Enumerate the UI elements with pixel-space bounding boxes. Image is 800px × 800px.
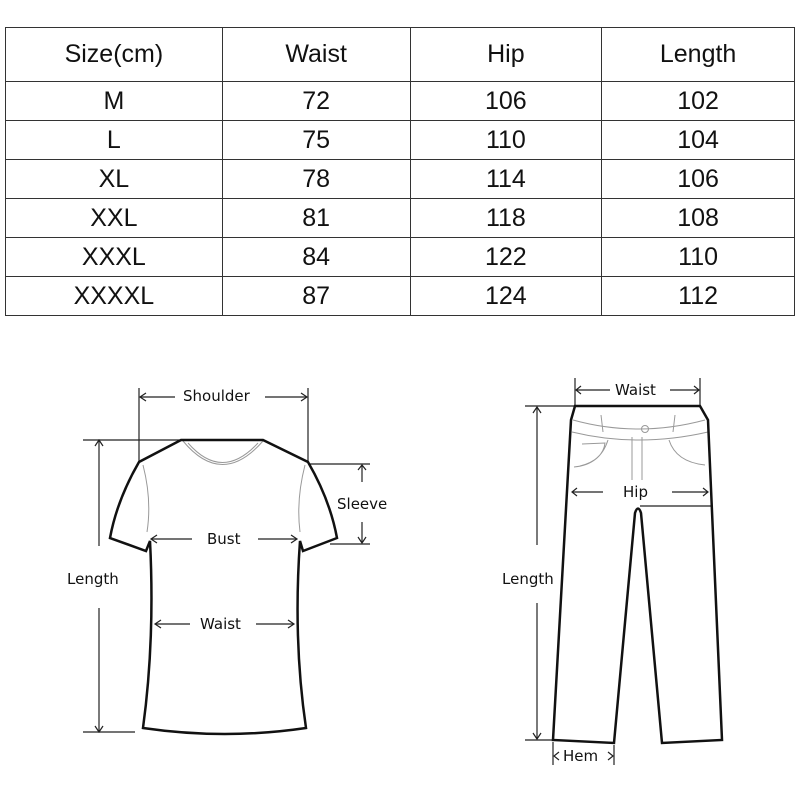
cell-hip: 110	[410, 121, 602, 160]
pants-outline	[553, 406, 722, 743]
shoulder-label: Shoulder	[183, 387, 250, 405]
cell-length: 108	[602, 199, 795, 238]
cell-length: 102	[602, 82, 795, 121]
hem-label: Hem	[563, 747, 599, 765]
header-size: Size(cm)	[6, 28, 223, 82]
bust-label: Bust	[207, 530, 241, 548]
shirt-length-label: Length	[67, 570, 119, 588]
hip-label: Hip	[623, 483, 648, 501]
cell-size: XXXXL	[6, 277, 223, 316]
header-hip: Hip	[410, 28, 602, 82]
sleeve-label: Sleeve	[337, 495, 388, 513]
cell-waist: 81	[222, 199, 410, 238]
cell-length: 104	[602, 121, 795, 160]
cell-hip: 118	[410, 199, 602, 238]
cell-length: 106	[602, 160, 795, 199]
shirt-waist-label: Waist	[200, 615, 241, 633]
cell-hip: 122	[410, 238, 602, 277]
cell-hip: 124	[410, 277, 602, 316]
cell-waist: 75	[222, 121, 410, 160]
cell-waist: 72	[222, 82, 410, 121]
pants-length-label: Length	[502, 570, 554, 588]
cell-length: 112	[602, 277, 795, 316]
cell-length: 110	[602, 238, 795, 277]
cell-size: L	[6, 121, 223, 160]
pants-waist-label: Waist	[615, 381, 656, 399]
cell-size: M	[6, 82, 223, 121]
cell-waist: 84	[222, 238, 410, 277]
cell-hip: 114	[410, 160, 602, 199]
cell-size: XXXL	[6, 238, 223, 277]
header-length: Length	[602, 28, 795, 82]
cell-hip: 106	[410, 82, 602, 121]
cell-size: XXL	[6, 199, 223, 238]
cell-size: XL	[6, 160, 223, 199]
cell-waist: 78	[222, 160, 410, 199]
cell-waist: 87	[222, 277, 410, 316]
header-waist: Waist	[222, 28, 410, 82]
